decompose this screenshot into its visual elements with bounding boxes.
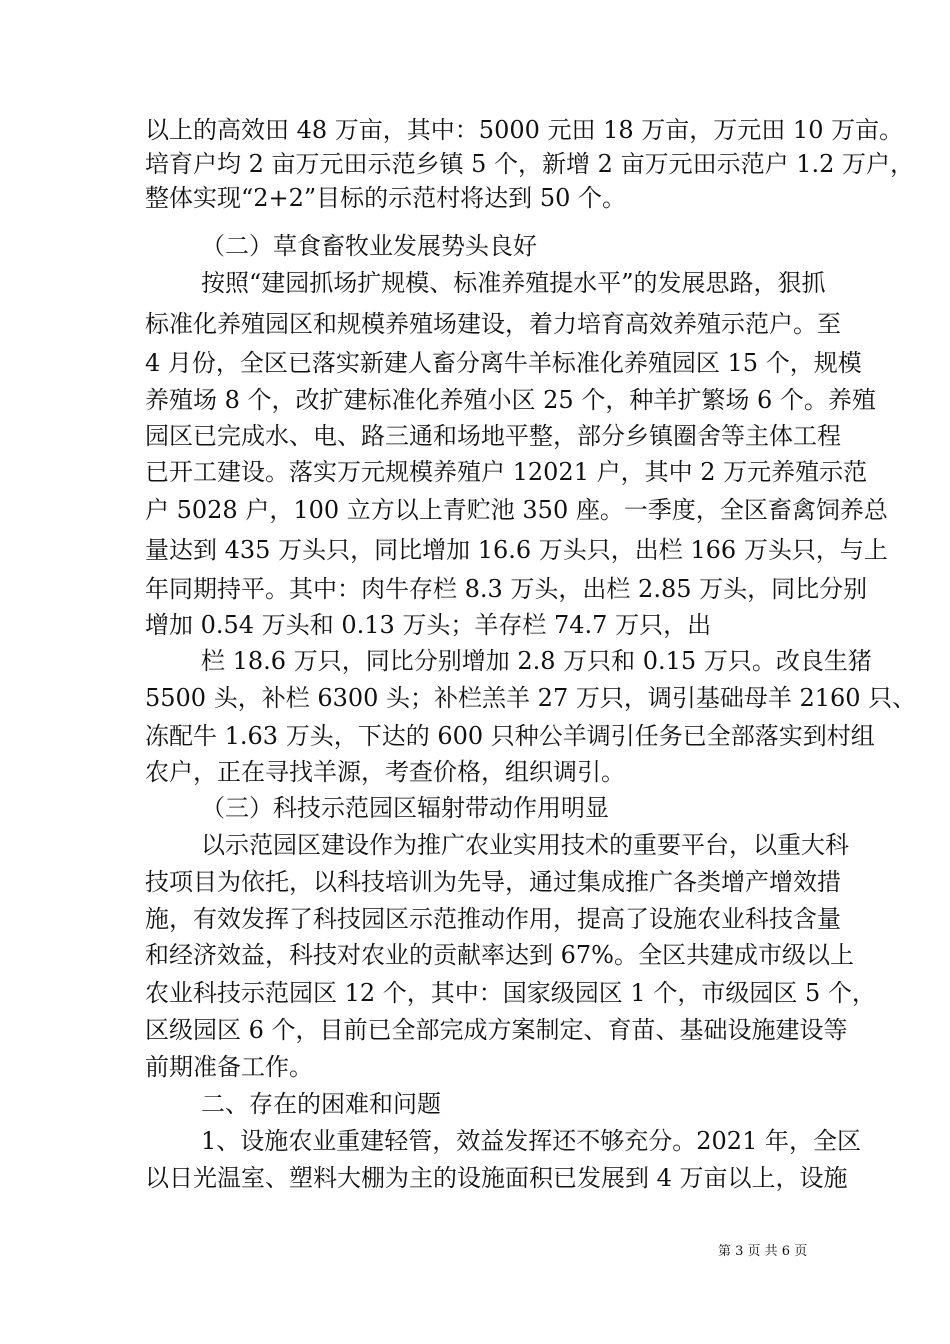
text-line: 5500 头，补栏 6300 头；补栏羔羊 27 万只，调引基础母羊 2160 只、 (145, 684, 917, 712)
section-heading: 二、存在的困难和问题 (201, 1090, 441, 1118)
text-line: 冻配牛 1.63 万头，下达的 600 只种公羊调引任务已全部落实到村组 (145, 722, 875, 750)
text-line: 4 月份，全区已落实新建人畜分离牛羊标准化养殖园区 15 个，规模 (145, 349, 862, 377)
text-line: 技项目为依托，以科技培训为先导，通过集成推广各类增产增效措 (145, 868, 841, 896)
text-line: 年同期持平。其中：肉牛存栏 8.3 万头，出栏 2.85 万头，同比分别 (145, 575, 868, 603)
text-line: 以上的高效田 48 万亩，其中：5000 元田 18 万亩，万元田 10 万亩。 (145, 116, 904, 144)
text-line: 户 5028 户，100 立方以上青贮池 350 座。一季度，全区畜禽饲养总 (145, 496, 888, 524)
text-line: 农户，正在寻找羊源，考查价格，组织调引。 (145, 758, 625, 786)
text-line: 区级园区 6 个，目前已全部完成方案制定、育苗、基础设施建设等 (145, 1016, 848, 1044)
text-line: 和经济效益，科技对农业的贡献率达到 67%。全区共建成市级以上 (145, 941, 854, 969)
text-line: 前期准备工作。 (145, 1053, 313, 1081)
text-line: 施，有效发挥了科技园区示范推动作用，提高了设施农业科技含量 (145, 905, 841, 933)
text-line: 养殖场 8 个，改扩建标准化养殖小区 25 个，种羊扩繁场 6 个。养殖 (145, 386, 876, 414)
text-line: 农业科技示范园区 12 个，其中：国家级园区 1 个，市级园区 5 个， (145, 979, 876, 1007)
text-line: 已开工建设。落实万元规模养殖户 12021 户，其中 2 万元养殖示范 (145, 458, 868, 486)
text-line: 培育户均 2 亩万元田示范乡镇 5 个，新增 2 亩万元田示范户 1.2 万户， (145, 150, 915, 178)
section-heading: （三）科技示范园区辐射带动作用明显 (201, 794, 609, 822)
text-line: 1、设施农业重建轻管，效益发挥还不够充分。2021 年，全区 (201, 1127, 861, 1155)
text-line: 以日光温室、塑料大棚为主的设施面积已发展到 4 万亩以上，设施 (145, 1164, 848, 1192)
text-line: 增加 0.54 万头和 0.13 万头；羊存栏 74.7 万只，出 (145, 611, 712, 639)
text-line: 栏 18.6 万只，同比分别增加 2.8 万只和 0.15 万只。改良生猪 (201, 647, 872, 675)
page-footer: 第 3 页 共 6 页 (718, 1244, 808, 1259)
text-line: 按照“建园抓场扩规模、标准养殖提水平”的发展思路，狠抓 (201, 269, 826, 297)
text-line: 量达到 435 万头只，同比增加 16.6 万头只，出栏 166 万头只，与上 (145, 536, 888, 564)
section-heading: （二）草食畜牧业发展势头良好 (201, 232, 537, 260)
text-line: 整体实现“2+2”目标的示范村将达到 50 个。 (145, 184, 626, 212)
text-line: 园区已完成水、电、路三通和场地平整，部分乡镇圈舍等主体工程 (145, 422, 841, 450)
text-line: 以示范园区建设作为推广农业实用技术的重要平台，以重大科 (201, 831, 849, 859)
text-line: 标准化养殖园区和规模养殖场建设，着力培育高效养殖示范户。至 (145, 310, 841, 338)
